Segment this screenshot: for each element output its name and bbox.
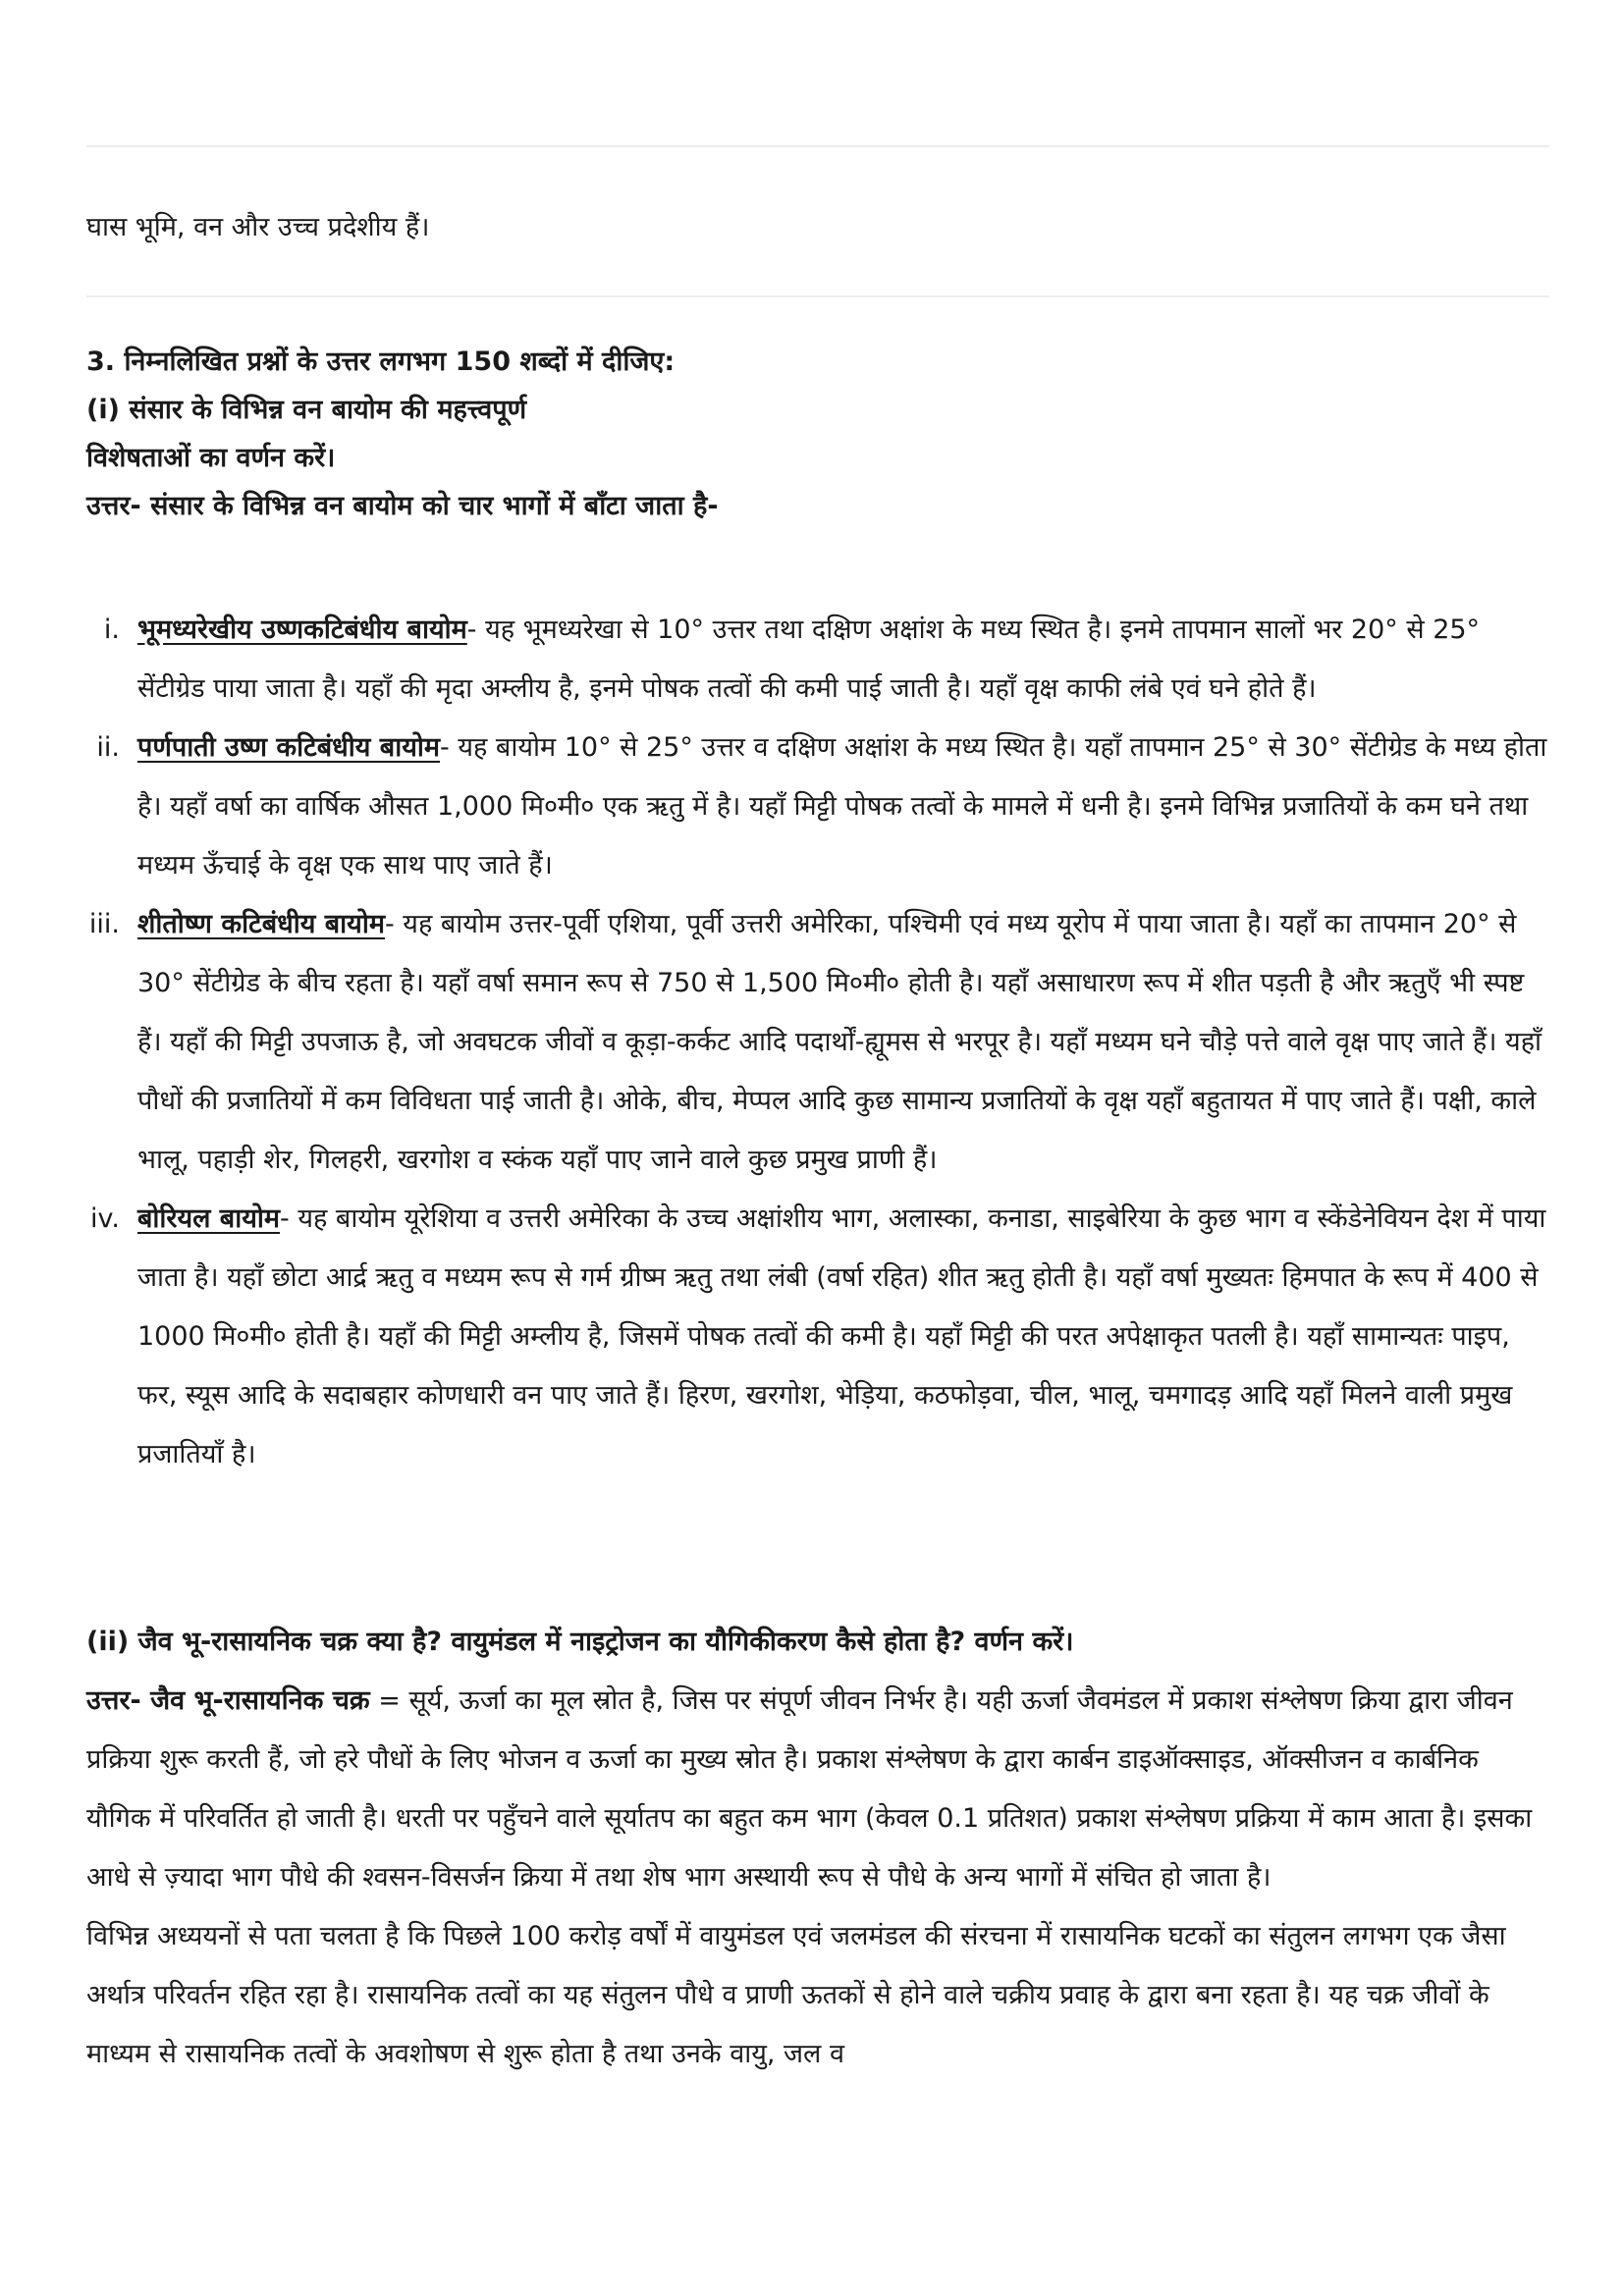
- answer-paragraph-2: विभिन्न अध्ययनों से पता चलता है कि पिछले 100 करोड़ वर्षों में वायुमंडल एवं जलमंडल की संरचना में रासायनिक घटकों का संतुलन लगभग एक जैसा अर्थात्र परिवर्तन रहित रहा है। रासायनिक तत्वों का यह संतुलन पौधे व प्राणी ऊतकों से होने वाले चक्रीय प्रवाह के द्वारा बना रहता है। यह चक्र जीवों के माध्यम से रासायनिक तत्वों के अवशोषण से शुरू होता है तथा उनके वायु, जल व: [86, 1921, 1506, 2069]
- question-3-block: [86, 338, 1549, 530]
- list-number: ii.: [96, 732, 120, 763]
- list-item: [86, 601, 1549, 719]
- answer-text: = सूर्य, ऊर्जा का मूल स्रोत है, जिस पर संपूर्ण जीवन निर्भर है। यही ऊर्जा जैवमंडल में प्रकाश संश्लेषण क्रिया द्वारा जीवन प्रक्रिया शुरू करती हैं, जो हरे पौधों के लिए भोजन व ऊर्जा का मुख्य स्रोत है। प्रकाश संश्लेषण के द्वारा कार्बन डाइऑक्साइड, ऑक्सीजन व कार्बनिक यौगिक में परिवर्तित हो जाती है। धरती पर पहुँचने वाले सूर्यातप का बहुत कम भाग (केवल 0.1 प्रतिशत) प्रकाश संश्लेषण प्रक्रिया में काम आता है। इसका आधे से ज़्यादा भाग पौधे की श्वसन-विसर्जन क्रिया में तथा शेष भाग अस्थायी रूप से पौधे के अन्य भागों में संचित हो जाता है।: [86, 1685, 1533, 1893]
- biome-term: शीतोष्ण कटिबंधीय बायोम: [137, 909, 385, 939]
- biome-description: - यह बायोम 10° से 25° उत्तर व दक्षिण अक्षांश के मध्य स्थित है। यहाँ तापमान 25° से 30° सेंटीग्रेड के मध्य होता है। यहाँ वर्षा का वार्षिक औसत 1,000 मि०मी० एक ऋतु में है। यहाँ मिट्टी पोषक तत्वों के मामले में धनी है। इनमे विभिन्न प्रजातियों के कम घने तथा मध्यम ऊँचाई के वृक्ष एक साथ पाए जाते हैं।: [137, 732, 1547, 881]
- sub-question-i-line2: विशेषताओं का वर्णन करें।: [86, 443, 336, 473]
- biome-description: - यह बायोम उत्तर-पूर्वी एशिया, पूर्वी उत्तरी अमेरिका, पश्चिमी एवं मध्य यूरोप में पाया जाता है। यहाँ का तापमान 20° से 30° सेंटीग्रेड के बीच रहता है। यहाँ वर्षा समान रूप से 750 से 1,500 मि०मी० होती है। यहाँ असाधारण रूप में शीत पड़ती है और ऋतुएँ भी स्पष्ट हैं। यहाँ की मिट्टी उपजाऊ है, जो अवघटक जीवों व कूड़ा-कर्कट आदि पदार्थों-ह्यूमस से भरपूर है। यहाँ मध्यम घने चौड़े पत्ते वाले वृक्ष पाए जाते हैं। यहाँ पौधों की प्रजातियों में कम विविधता पाई जाती है। ओके, बीच, मेप्पल आदि कुछ सामान्य प्रजातियों के वृक्ष यहाँ बहुतायत में पाए जाते हैं। पक्षी, काले भालू, पहाड़ी शेर, गिलहरी, खरगोश व स्कंक यहाँ पाए जाने वाले कुछ प्रमुख प्राणी हैं।: [137, 909, 1542, 1175]
- list-item: [86, 719, 1549, 895]
- answer-paragraph-1: [86, 1672, 1549, 1907]
- biome-term: पर्णपाती उष्ण कटिबंधीय बायोम: [137, 732, 441, 763]
- list-number: iv.: [90, 1203, 120, 1234]
- continuation-text: घास भूमि, वन और उच्च प्रदेशीय हैं।: [86, 212, 430, 242]
- list-item: [86, 895, 1549, 1190]
- divider-top: [86, 145, 1549, 147]
- list-item: [86, 1190, 1549, 1484]
- list-number: i.: [103, 614, 120, 645]
- biome-term: बोरियल बायोम: [137, 1203, 281, 1234]
- biome-description: - यह भूमध्यरेखा से 10° उत्तर तथा दक्षिण अक्षांश के मध्य स्थित है। इनमे तापमान सालों भर 20° से 25° सेंटीग्रेड पाया जाता है। यहाँ की मृदा अम्लीय है, इनमे पोषक तत्वों की कमी पाई जाती है। यहाँ वृक्ष काफी लंबे एवं घने होते हैं।: [137, 614, 1481, 704]
- question-ii-heading: (ii) जैव भू-रासायनिक चक्र क्या है? वायुमंडल में नाइट्रोजन का यौगिकीकरण कैसे होता है? वर्णन करें।: [86, 1627, 1074, 1657]
- answer-label: उत्तर- जैव भू-रासायनिक चक्र: [86, 1685, 370, 1716]
- sub-question-i-line1: (i) संसार के विभिन्न वन बायोम की महत्त्वपूर्ण: [86, 395, 527, 425]
- list-number: iii.: [88, 909, 120, 939]
- biome-term: भूमध्यरेखीय उष्णकटिबंधीय बायोम: [137, 614, 467, 645]
- biome-description: - यह बायोम यूरेशिया व उत्तरी अमेरिका के उच्च अक्षांशीय भाग, अलास्का, कनाडा, साइबेरिया के कुछ भाग व स्केंडेनेवियन देश में पाया जाता है। यहाँ छोटा आर्द्र ऋतु व मध्यम रूप से गर्म ग्रीष्म ऋतु तथा लंबी (वर्षा रहित) शीत ऋतु होती है। यहाँ वर्षा मुख्यतः हिमपात के रूप में 400 से 1000 मि०मी० होती है। यहाँ की मिट्टी अम्लीय है, जिसमें पोषक तत्वों की कमी है। यहाँ मिट्टी की परत अपेक्षाकृत पतली है। यहाँ सामान्यतः पाइप, फर, स्यूस आदि के सदाबहार कोणधारी वन पाए जाते हैं। हिरण, खरगोश, भेड़िया, कठफोड़वा, चील, भालू, चमगादड़ आदि यहाँ मिलने वाली प्रमुख प्रजातियाँ है।: [137, 1203, 1546, 1469]
- answer-intro: उत्तर- संसार के विभिन्न वन बायोम को चार भागों में बाँटा जाता है-: [86, 491, 719, 521]
- divider-section: [86, 295, 1549, 297]
- question-3-heading: 3. निम्नलिखित प्रश्नों के उत्तर लगभग 150 शब्दों में दीजिए:: [86, 347, 676, 377]
- question-ii-section: [86, 1613, 1549, 2084]
- biome-list: [86, 601, 1549, 1484]
